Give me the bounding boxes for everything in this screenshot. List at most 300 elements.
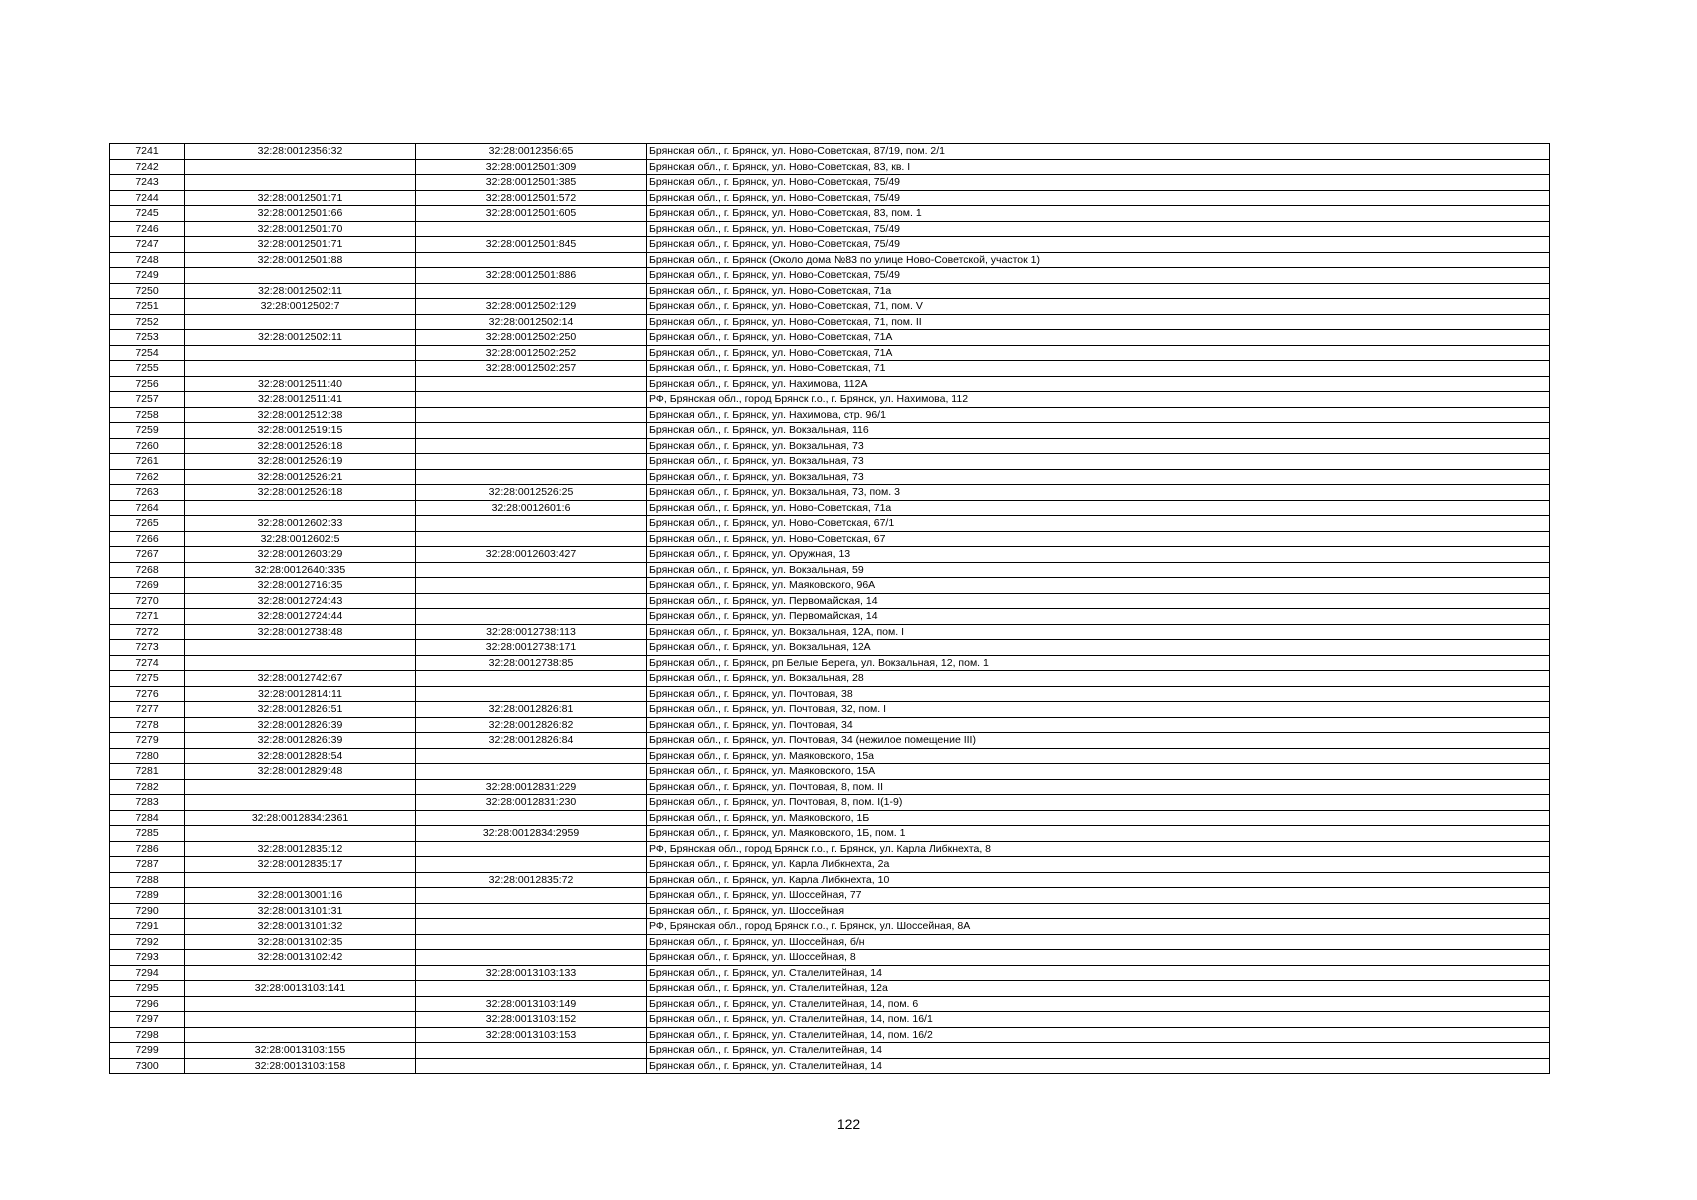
cadastral-number-cell: 32:28:0012724:43 <box>185 593 416 609</box>
row-number-cell: 7282 <box>110 779 185 795</box>
linked-cadastral-number-cell <box>416 1043 647 1059</box>
table-body <box>110 144 1550 1074</box>
table-row <box>110 144 1550 160</box>
linked-cadastral-number-cell <box>416 903 647 919</box>
row-number-cell: 7295 <box>110 981 185 997</box>
cadastral-number-cell <box>185 779 416 795</box>
address-cell: Брянская обл., г. Брянск, ул. Карла Либкнехта, 2а <box>647 857 1550 873</box>
row-number-cell: 7271 <box>110 609 185 625</box>
cadastral-number-cell: 32:28:0012826:39 <box>185 717 416 733</box>
table-row <box>110 423 1550 439</box>
table-row <box>110 252 1550 268</box>
row-number-cell: 7254 <box>110 345 185 361</box>
row-number-cell: 7252 <box>110 314 185 330</box>
cadastral-number-cell: 32:28:0013103:155 <box>185 1043 416 1059</box>
linked-cadastral-number-cell: 32:28:0012831:230 <box>416 795 647 811</box>
cadastral-number-cell: 32:28:0012738:48 <box>185 624 416 640</box>
cadastral-number-cell <box>185 175 416 191</box>
address-cell: Брянская обл., г. Брянск, ул. Шоссейная, 77 <box>647 888 1550 904</box>
cadastral-number-cell: 32:28:0012828:54 <box>185 748 416 764</box>
cadastral-number-cell: 32:28:0012511:41 <box>185 392 416 408</box>
row-number-cell: 7277 <box>110 702 185 718</box>
linked-cadastral-number-cell: 32:28:0012502:129 <box>416 299 647 315</box>
linked-cadastral-number-cell <box>416 516 647 532</box>
address-cell: Брянская обл., г. Брянск, ул. Карла Либкнехта, 10 <box>647 872 1550 888</box>
table-row <box>110 702 1550 718</box>
row-number-cell: 7258 <box>110 407 185 423</box>
linked-cadastral-number-cell <box>416 748 647 764</box>
row-number-cell: 7241 <box>110 144 185 160</box>
address-cell: Брянская обл., г. Брянск, ул. Ново-Советская, 75/49 <box>647 175 1550 191</box>
cadastral-number-cell: 32:28:0012826:51 <box>185 702 416 718</box>
address-cell: Брянская обл., г. Брянск, ул. Ново-Советская, 71, пом. II <box>647 314 1550 330</box>
linked-cadastral-number-cell: 32:28:0013103:153 <box>416 1027 647 1043</box>
table-row <box>110 190 1550 206</box>
row-number-cell: 7279 <box>110 733 185 749</box>
linked-cadastral-number-cell <box>416 609 647 625</box>
cadastral-number-cell: 32:28:0013101:32 <box>185 919 416 935</box>
row-number-cell: 7294 <box>110 965 185 981</box>
row-number-cell: 7286 <box>110 841 185 857</box>
row-number-cell: 7242 <box>110 159 185 175</box>
table-row <box>110 454 1550 470</box>
row-number-cell: 7288 <box>110 872 185 888</box>
address-cell: Брянская обл., г. Брянск, ул. Почтовая, 34 <box>647 717 1550 733</box>
table-row <box>110 376 1550 392</box>
row-number-cell: 7270 <box>110 593 185 609</box>
linked-cadastral-number-cell <box>416 531 647 547</box>
cadastral-number-cell: 32:28:0012502:11 <box>185 330 416 346</box>
linked-cadastral-number-cell <box>416 423 647 439</box>
address-cell: Брянская обл., г. Брянск, ул. Вокзальная, 73 <box>647 454 1550 470</box>
row-number-cell: 7263 <box>110 485 185 501</box>
address-cell: Брянская обл., г. Брянск, ул. Вокзальная, 116 <box>647 423 1550 439</box>
address-cell: РФ, Брянская обл., город Брянск г.о., г. Брянск, ул. Шоссейная, 8А <box>647 919 1550 935</box>
cadastral-number-cell <box>185 500 416 516</box>
table-row <box>110 624 1550 640</box>
cadastral-number-cell <box>185 655 416 671</box>
cadastral-number-cell: 32:28:0012602:5 <box>185 531 416 547</box>
linked-cadastral-number-cell <box>416 934 647 950</box>
table-row <box>110 485 1550 501</box>
table-row <box>110 888 1550 904</box>
linked-cadastral-number-cell <box>416 562 647 578</box>
row-number-cell: 7290 <box>110 903 185 919</box>
cadastral-table <box>109 143 1550 1074</box>
address-cell: Брянская обл., г. Брянск, ул. Вокзальная, 59 <box>647 562 1550 578</box>
table-row <box>110 531 1550 547</box>
row-number-cell: 7267 <box>110 547 185 563</box>
row-number-cell: 7266 <box>110 531 185 547</box>
row-number-cell: 7265 <box>110 516 185 532</box>
linked-cadastral-number-cell: 32:28:0012738:113 <box>416 624 647 640</box>
linked-cadastral-number-cell: 32:28:0012826:81 <box>416 702 647 718</box>
linked-cadastral-number-cell: 32:28:0012501:385 <box>416 175 647 191</box>
address-cell: Брянская обл., г. Брянск, ул. Почтовая, 38 <box>647 686 1550 702</box>
table-row <box>110 686 1550 702</box>
table-row <box>110 392 1550 408</box>
address-cell: Брянская обл., г. Брянск, ул. Ново-Советская, 75/49 <box>647 268 1550 284</box>
address-cell: Брянская обл., г. Брянск, ул. Вокзальная, 28 <box>647 671 1550 687</box>
address-cell: Брянская обл., г. Брянск, ул. Шоссейная, 8 <box>647 950 1550 966</box>
table-row <box>110 1012 1550 1028</box>
cadastral-number-cell: 32:28:0012602:33 <box>185 516 416 532</box>
address-cell: Брянская обл., г. Брянск, ул. Ново-Советская, 75/49 <box>647 190 1550 206</box>
address-cell: Брянская обл., г. Брянск, ул. Ново-Советская, 75/49 <box>647 221 1550 237</box>
table-row <box>110 717 1550 733</box>
row-number-cell: 7283 <box>110 795 185 811</box>
row-number-cell: 7278 <box>110 717 185 733</box>
row-number-cell: 7274 <box>110 655 185 671</box>
address-cell: Брянская обл., г. Брянск, ул. Сталелитейная, 14, пом. 6 <box>647 996 1550 1012</box>
table-row <box>110 764 1550 780</box>
address-cell: Брянская обл., г. Брянск, ул. Нахимова, стр. 96/1 <box>647 407 1550 423</box>
linked-cadastral-number-cell: 32:28:0012738:171 <box>416 640 647 656</box>
address-cell: Брянская обл., г. Брянск, ул. Почтовая, 8, пом. I(1-9) <box>647 795 1550 811</box>
linked-cadastral-number-cell: 32:28:0012501:886 <box>416 268 647 284</box>
table-row <box>110 779 1550 795</box>
cadastral-number-cell: 32:28:0013103:158 <box>185 1058 416 1074</box>
address-cell: Брянская обл., г. Брянск (Около дома №83 по улице Ново-Советской, участок 1) <box>647 252 1550 268</box>
cadastral-number-cell: 32:28:0012502:11 <box>185 283 416 299</box>
address-cell: Брянская обл., г. Брянск, ул. Оружная, 13 <box>647 547 1550 563</box>
row-number-cell: 7298 <box>110 1027 185 1043</box>
row-number-cell: 7244 <box>110 190 185 206</box>
linked-cadastral-number-cell <box>416 841 647 857</box>
address-cell: Брянская обл., г. Брянск, ул. Почтовая, 34 (нежилое помещение III) <box>647 733 1550 749</box>
linked-cadastral-number-cell: 32:28:0012526:25 <box>416 485 647 501</box>
table-row <box>110 640 1550 656</box>
table-row <box>110 857 1550 873</box>
row-number-cell: 7264 <box>110 500 185 516</box>
linked-cadastral-number-cell <box>416 593 647 609</box>
address-cell: Брянская обл., г. Брянск, ул. Шоссейная, б/н <box>647 934 1550 950</box>
cadastral-number-cell: 32:28:0012501:71 <box>185 190 416 206</box>
row-number-cell: 7253 <box>110 330 185 346</box>
row-number-cell: 7275 <box>110 671 185 687</box>
row-number-cell: 7289 <box>110 888 185 904</box>
table-row <box>110 996 1550 1012</box>
linked-cadastral-number-cell: 32:28:0012826:84 <box>416 733 647 749</box>
table-row <box>110 578 1550 594</box>
table-row <box>110 965 1550 981</box>
linked-cadastral-number-cell: 32:28:0012603:427 <box>416 547 647 563</box>
address-cell: Брянская обл., г. Брянск, рп Белые Берега, ул. Вокзальная, 12, пом. 1 <box>647 655 1550 671</box>
row-number-cell: 7260 <box>110 438 185 454</box>
row-number-cell: 7249 <box>110 268 185 284</box>
table-row <box>110 671 1550 687</box>
cadastral-number-cell <box>185 965 416 981</box>
table-row <box>110 299 1550 315</box>
linked-cadastral-number-cell <box>416 221 647 237</box>
row-number-cell: 7246 <box>110 221 185 237</box>
cadastral-number-cell: 32:28:0013103:141 <box>185 981 416 997</box>
cadastral-number-cell: 32:28:0012640:335 <box>185 562 416 578</box>
cadastral-number-cell <box>185 795 416 811</box>
cadastral-number-cell: 32:28:0012511:40 <box>185 376 416 392</box>
row-number-cell: 7259 <box>110 423 185 439</box>
linked-cadastral-number-cell <box>416 981 647 997</box>
cadastral-number-cell <box>185 314 416 330</box>
cadastral-number-cell: 32:28:0012835:12 <box>185 841 416 857</box>
table-row <box>110 919 1550 935</box>
linked-cadastral-number-cell: 32:28:0012501:572 <box>416 190 647 206</box>
cadastral-number-cell: 32:28:0013101:31 <box>185 903 416 919</box>
row-number-cell: 7257 <box>110 392 185 408</box>
address-cell: Брянская обл., г. Брянск, ул. Первомайская, 14 <box>647 609 1550 625</box>
row-number-cell: 7255 <box>110 361 185 377</box>
address-cell: Брянская обл., г. Брянск, ул. Ново-Советская, 87/19, пом. 2/1 <box>647 144 1550 160</box>
row-number-cell: 7256 <box>110 376 185 392</box>
table-row <box>110 826 1550 842</box>
table-row <box>110 175 1550 191</box>
row-number-cell: 7243 <box>110 175 185 191</box>
table-row <box>110 314 1550 330</box>
cadastral-number-cell: 32:28:0012526:19 <box>185 454 416 470</box>
row-number-cell: 7269 <box>110 578 185 594</box>
table-row <box>110 872 1550 888</box>
cadastral-number-cell: 32:28:0013001:16 <box>185 888 416 904</box>
cadastral-number-cell <box>185 159 416 175</box>
table-row <box>110 1043 1550 1059</box>
linked-cadastral-number-cell: 32:28:0012502:250 <box>416 330 647 346</box>
row-number-cell: 7296 <box>110 996 185 1012</box>
cadastral-number-cell <box>185 345 416 361</box>
linked-cadastral-number-cell <box>416 392 647 408</box>
linked-cadastral-number-cell <box>416 810 647 826</box>
address-cell: Брянская обл., г. Брянск, ул. Ново-Советская, 71а <box>647 283 1550 299</box>
cadastral-number-cell: 32:28:0013102:42 <box>185 950 416 966</box>
cadastral-number-cell: 32:28:0012502:7 <box>185 299 416 315</box>
address-cell: Брянская обл., г. Брянск, ул. Сталелитейная, 14, пом. 16/2 <box>647 1027 1550 1043</box>
address-cell: Брянская обл., г. Брянск, ул. Первомайская, 14 <box>647 593 1550 609</box>
linked-cadastral-number-cell <box>416 438 647 454</box>
address-cell: Брянская обл., г. Брянск, ул. Почтовая, 8, пом. II <box>647 779 1550 795</box>
table-row <box>110 516 1550 532</box>
address-cell: Брянская обл., г. Брянск, ул. Ново-Советская, 83, пом. 1 <box>647 206 1550 222</box>
linked-cadastral-number-cell: 32:28:0012356:65 <box>416 144 647 160</box>
address-cell: Брянская обл., г. Брянск, ул. Вокзальная, 12А <box>647 640 1550 656</box>
linked-cadastral-number-cell <box>416 686 647 702</box>
cadastral-number-cell <box>185 361 416 377</box>
address-cell: Брянская обл., г. Брянск, ул. Нахимова, 112А <box>647 376 1550 392</box>
linked-cadastral-number-cell: 32:28:0012502:14 <box>416 314 647 330</box>
cadastral-number-cell: 32:28:0012512:38 <box>185 407 416 423</box>
linked-cadastral-number-cell <box>416 671 647 687</box>
address-cell: Брянская обл., г. Брянск, ул. Шоссейная <box>647 903 1550 919</box>
cadastral-number-cell: 32:28:0012603:29 <box>185 547 416 563</box>
table-row <box>110 500 1550 516</box>
cadastral-number-cell: 32:28:0012356:32 <box>185 144 416 160</box>
linked-cadastral-number-cell <box>416 407 647 423</box>
address-cell: Брянская обл., г. Брянск, ул. Ново-Советская, 71 <box>647 361 1550 377</box>
cadastral-number-cell: 32:28:0012501:70 <box>185 221 416 237</box>
cadastral-number-cell: 32:28:0012501:88 <box>185 252 416 268</box>
linked-cadastral-number-cell <box>416 454 647 470</box>
row-number-cell: 7261 <box>110 454 185 470</box>
table-row <box>110 795 1550 811</box>
linked-cadastral-number-cell: 32:28:0012501:845 <box>416 237 647 253</box>
row-number-cell: 7268 <box>110 562 185 578</box>
address-cell: Брянская обл., г. Брянск, ул. Сталелитейная, 14 <box>647 1058 1550 1074</box>
row-number-cell: 7276 <box>110 686 185 702</box>
row-number-cell: 7280 <box>110 748 185 764</box>
table-row <box>110 361 1550 377</box>
cadastral-number-cell <box>185 1012 416 1028</box>
page-number: 122 <box>836 1116 861 1132</box>
cadastral-number-cell <box>185 826 416 842</box>
cadastral-number-cell: 32:28:0013102:35 <box>185 934 416 950</box>
cadastral-number-cell <box>185 1027 416 1043</box>
linked-cadastral-number-cell: 32:28:0012601:6 <box>416 500 647 516</box>
table-row <box>110 934 1550 950</box>
linked-cadastral-number-cell: 32:28:0012502:252 <box>416 345 647 361</box>
row-number-cell: 7284 <box>110 810 185 826</box>
row-number-cell: 7248 <box>110 252 185 268</box>
cadastral-number-cell <box>185 268 416 284</box>
linked-cadastral-number-cell: 32:28:0012834:2959 <box>416 826 647 842</box>
table-row <box>110 903 1550 919</box>
linked-cadastral-number-cell: 32:28:0013103:152 <box>416 1012 647 1028</box>
address-cell: Брянская обл., г. Брянск, ул. Ново-Советская, 71а <box>647 500 1550 516</box>
linked-cadastral-number-cell: 32:28:0012501:605 <box>416 206 647 222</box>
table-row <box>110 469 1550 485</box>
table-row <box>110 159 1550 175</box>
cadastral-number-cell <box>185 872 416 888</box>
row-number-cell: 7292 <box>110 934 185 950</box>
address-cell: Брянская обл., г. Брянск, ул. Почтовая, 32, пом. I <box>647 702 1550 718</box>
table-row <box>110 733 1550 749</box>
cadastral-number-cell: 32:28:0012834:2361 <box>185 810 416 826</box>
address-cell: Брянская обл., г. Брянск, ул. Сталелитейная, 12а <box>647 981 1550 997</box>
row-number-cell: 7293 <box>110 950 185 966</box>
table-row <box>110 950 1550 966</box>
address-cell: Брянская обл., г. Брянск, ул. Сталелитейная, 14 <box>647 1043 1550 1059</box>
row-number-cell: 7250 <box>110 283 185 299</box>
linked-cadastral-number-cell: 32:28:0012738:85 <box>416 655 647 671</box>
address-cell: Брянская обл., г. Брянск, ул. Вокзальная, 73 <box>647 469 1550 485</box>
address-cell: Брянская обл., г. Брянск, ул. Ново-Советская, 71А <box>647 345 1550 361</box>
linked-cadastral-number-cell <box>416 469 647 485</box>
linked-cadastral-number-cell <box>416 252 647 268</box>
cadastral-number-cell: 32:28:0012519:15 <box>185 423 416 439</box>
cadastral-number-cell: 32:28:0012829:48 <box>185 764 416 780</box>
linked-cadastral-number-cell <box>416 376 647 392</box>
table-row <box>110 345 1550 361</box>
address-cell: Брянская обл., г. Брянск, ул. Ново-Советская, 71, пом. V <box>647 299 1550 315</box>
table-row <box>110 841 1550 857</box>
cadastral-number-cell: 32:28:0012501:66 <box>185 206 416 222</box>
cadastral-number-cell: 32:28:0012526:18 <box>185 438 416 454</box>
table-row <box>110 438 1550 454</box>
address-cell: Брянская обл., г. Брянск, ул. Маяковского, 1Б <box>647 810 1550 826</box>
linked-cadastral-number-cell <box>416 1058 647 1074</box>
address-cell: Брянская обл., г. Брянск, ул. Вокзальная, 73, пом. 3 <box>647 485 1550 501</box>
address-cell: Брянская обл., г. Брянск, ул. Маяковского, 1Б, пом. 1 <box>647 826 1550 842</box>
linked-cadastral-number-cell: 32:28:0012831:229 <box>416 779 647 795</box>
address-cell: Брянская обл., г. Брянск, ул. Вокзальная, 12А, пом. I <box>647 624 1550 640</box>
table-row <box>110 547 1550 563</box>
linked-cadastral-number-cell <box>416 764 647 780</box>
address-cell: Брянская обл., г. Брянск, ул. Ново-Советская, 67 <box>647 531 1550 547</box>
row-number-cell: 7300 <box>110 1058 185 1074</box>
table-row <box>110 609 1550 625</box>
cadastral-number-cell: 32:28:0012501:71 <box>185 237 416 253</box>
row-number-cell: 7297 <box>110 1012 185 1028</box>
linked-cadastral-number-cell <box>416 888 647 904</box>
linked-cadastral-number-cell: 32:28:0012835:72 <box>416 872 647 888</box>
linked-cadastral-number-cell <box>416 950 647 966</box>
cadastral-number-cell: 32:28:0012835:17 <box>185 857 416 873</box>
address-cell: Брянская обл., г. Брянск, ул. Маяковского, 15А <box>647 764 1550 780</box>
row-number-cell: 7281 <box>110 764 185 780</box>
linked-cadastral-number-cell: 32:28:0012502:257 <box>416 361 647 377</box>
cadastral-number-cell: 32:28:0012826:39 <box>185 733 416 749</box>
table-row <box>110 1058 1550 1074</box>
table-row <box>110 593 1550 609</box>
row-number-cell: 7247 <box>110 237 185 253</box>
cadastral-number-cell: 32:28:0012742:67 <box>185 671 416 687</box>
address-cell: Брянская обл., г. Брянск, ул. Ново-Советская, 83, кв. I <box>647 159 1550 175</box>
linked-cadastral-number-cell <box>416 283 647 299</box>
linked-cadastral-number-cell: 32:28:0012501:309 <box>416 159 647 175</box>
address-cell: Брянская обл., г. Брянск, ул. Сталелитейная, 14, пом. 16/1 <box>647 1012 1550 1028</box>
table-row <box>110 221 1550 237</box>
table-row <box>110 237 1550 253</box>
row-number-cell: 7287 <box>110 857 185 873</box>
row-number-cell: 7251 <box>110 299 185 315</box>
table-row <box>110 283 1550 299</box>
table-row <box>110 655 1550 671</box>
row-number-cell: 7291 <box>110 919 185 935</box>
table-row <box>110 330 1550 346</box>
table-row <box>110 268 1550 284</box>
table-row <box>110 407 1550 423</box>
cadastral-number-cell: 32:28:0012716:35 <box>185 578 416 594</box>
address-cell: Брянская обл., г. Брянск, ул. Вокзальная, 73 <box>647 438 1550 454</box>
address-cell: РФ, Брянская обл., город Брянск г.о., г. Брянск, ул. Нахимова, 112 <box>647 392 1550 408</box>
table-row <box>110 748 1550 764</box>
linked-cadastral-number-cell <box>416 578 647 594</box>
cadastral-number-cell: 32:28:0012814:11 <box>185 686 416 702</box>
cadastral-number-cell <box>185 996 416 1012</box>
linked-cadastral-number-cell: 32:28:0012826:82 <box>416 717 647 733</box>
address-cell: Брянская обл., г. Брянск, ул. Ново-Советская, 71А <box>647 330 1550 346</box>
address-cell: Брянская обл., г. Брянск, ул. Сталелитейная, 14 <box>647 965 1550 981</box>
table-row <box>110 206 1550 222</box>
address-cell: Брянская обл., г. Брянск, ул. Маяковского, 96А <box>647 578 1550 594</box>
table-row <box>110 562 1550 578</box>
row-number-cell: 7245 <box>110 206 185 222</box>
linked-cadastral-number-cell <box>416 857 647 873</box>
address-cell: Брянская обл., г. Брянск, ул. Ново-Советская, 67/1 <box>647 516 1550 532</box>
cadastral-number-cell <box>185 640 416 656</box>
cadastral-number-cell: 32:28:0012724:44 <box>185 609 416 625</box>
row-number-cell: 7272 <box>110 624 185 640</box>
row-number-cell: 7285 <box>110 826 185 842</box>
linked-cadastral-number-cell <box>416 919 647 935</box>
table-row <box>110 810 1550 826</box>
address-cell: Брянская обл., г. Брянск, ул. Маяковского, 15а <box>647 748 1550 764</box>
address-cell: РФ, Брянская обл., город Брянск г.о., г. Брянск, ул. Карла Либкнехта, 8 <box>647 841 1550 857</box>
cadastral-number-cell: 32:28:0012526:21 <box>185 469 416 485</box>
address-cell: Брянская обл., г. Брянск, ул. Ново-Советская, 75/49 <box>647 237 1550 253</box>
table-row <box>110 981 1550 997</box>
row-number-cell: 7273 <box>110 640 185 656</box>
linked-cadastral-number-cell: 32:28:0013103:133 <box>416 965 647 981</box>
cadastral-number-cell: 32:28:0012526:18 <box>185 485 416 501</box>
linked-cadastral-number-cell: 32:28:0013103:149 <box>416 996 647 1012</box>
